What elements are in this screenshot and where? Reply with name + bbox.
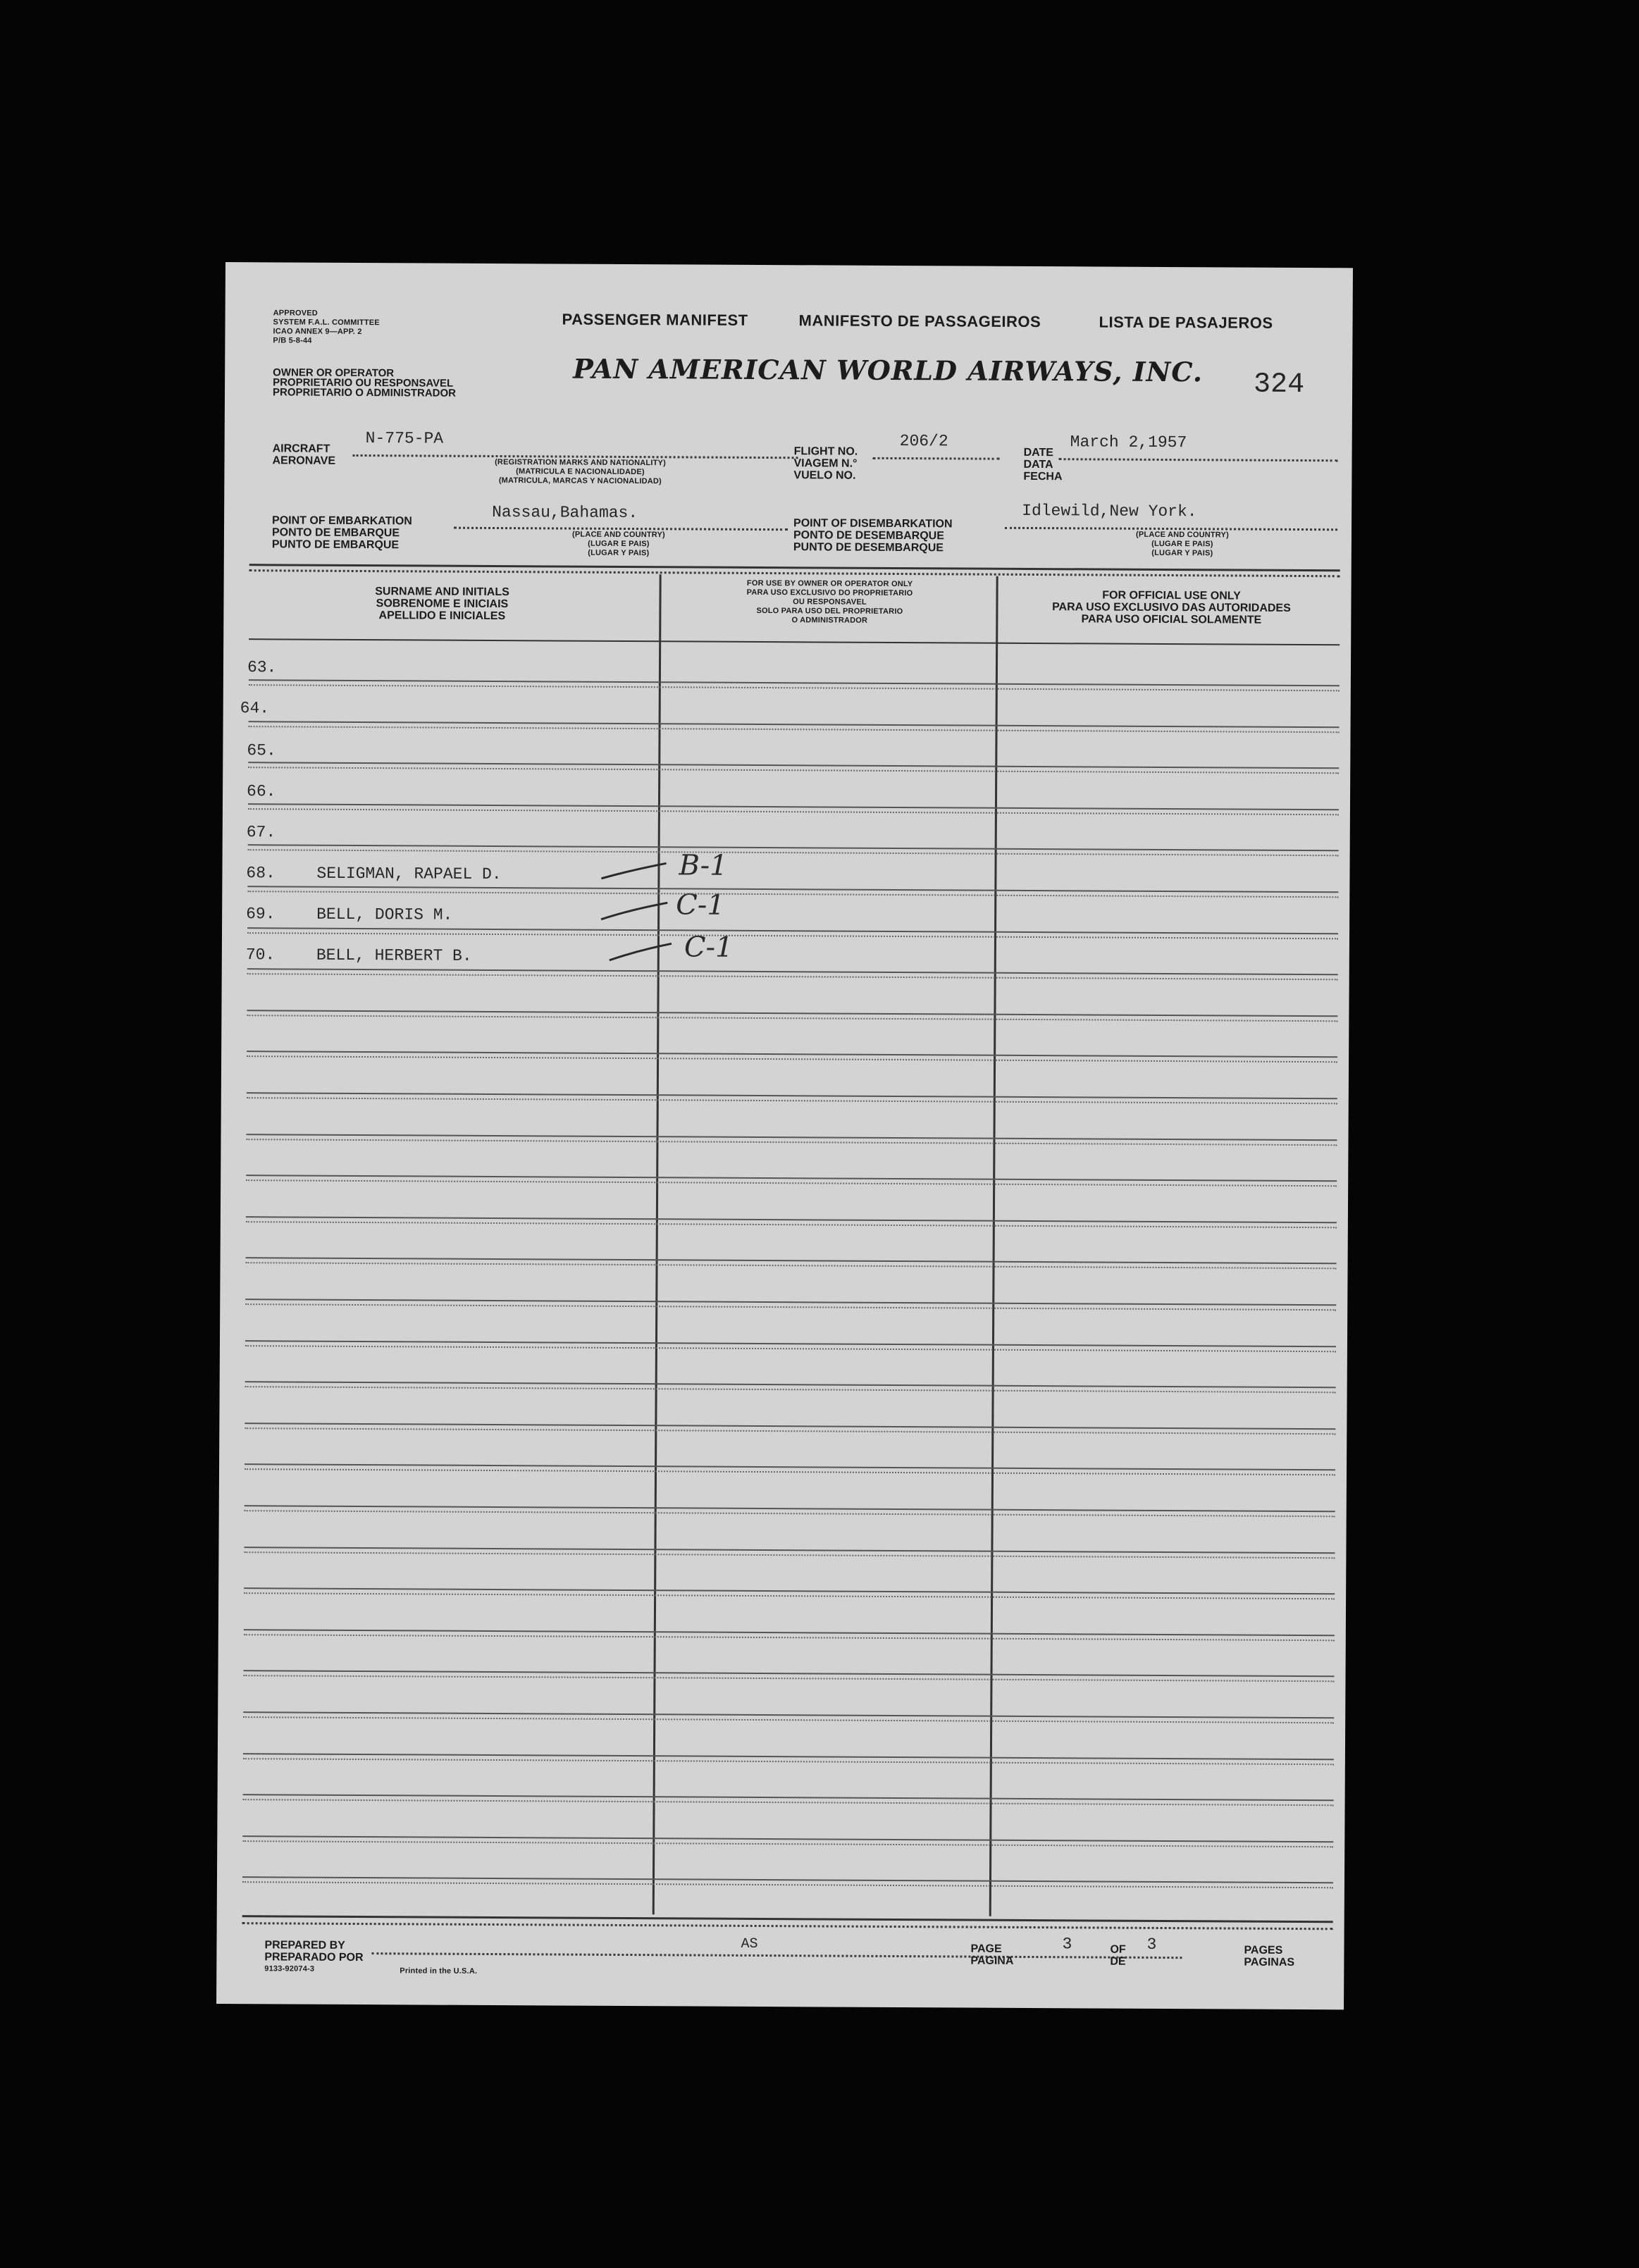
col2-header-line: OU RESPONSAVEL (793, 597, 867, 607)
flight-label: VUELO NO. (793, 469, 856, 482)
row-number: 70. (245, 946, 276, 965)
seat-mark: C-1 (676, 888, 725, 922)
page-labels (970, 1943, 1013, 1967)
passenger-name: BELL, DORIS M. (316, 905, 453, 924)
col2-header-line: O ADMINISTRADOR (791, 616, 868, 625)
prepared-value: AS (741, 1935, 758, 1952)
disembark-sublabels (1098, 530, 1267, 558)
date-value: March 2,1957 (1070, 433, 1187, 452)
aircraft-sublabel: (REGISTRATION MARKS AND NATIONALITY) (495, 458, 666, 468)
owner-label: PROPRIETARIO O ADMINISTRADOR (272, 386, 457, 399)
prepared-label: PREPARED BY (264, 1939, 345, 1952)
operator-name: PAN AMERICAN WORLD AIRWAYS, INC. (573, 352, 1204, 388)
col3-header-line: FOR OFFICIAL USE ONLY (1102, 589, 1241, 602)
form-code: 9133-92074-3 (264, 1964, 315, 1973)
row-number: 64. (240, 699, 270, 718)
disembark-labels (793, 517, 953, 554)
manifest-paper (216, 262, 1353, 2009)
embark-sublabel: (LUGAR E PAIS) (588, 539, 650, 549)
date-labels (1023, 447, 1062, 483)
col2-header-line: SOLO PARA USO DEL PROPRIETARIO (756, 606, 903, 616)
col1-header-line: SURNAME AND INITIALS (375, 585, 509, 599)
ruled-lines (225, 262, 1353, 268)
embark-value: Nassau,Bahamas. (492, 502, 638, 523)
pages-label: PAGINAS (1244, 1956, 1295, 1969)
owner-label: OWNER OR OPERATOR (273, 366, 395, 380)
aircraft-value: N-775-PA (365, 429, 444, 448)
seat-mark: C-1 (684, 931, 734, 964)
disembark-value: Idlewild,New York. (1022, 501, 1197, 521)
page-label: PAGE (970, 1942, 1002, 1955)
col1-header-line: SOBRENOME E INICIAIS (376, 597, 509, 611)
title-spanish: LISTA DE PASAJEROS (1099, 313, 1273, 332)
disembark-sublabel: (LUGAR Y PAIS) (1151, 548, 1213, 558)
approval-line: SYSTEM F.A.L. COMMITTEE (273, 318, 380, 328)
of-label: DE (1110, 1955, 1126, 1968)
approval-block (273, 309, 380, 346)
row-number: 67. (246, 823, 276, 842)
col1-header (280, 585, 604, 622)
col2-header-line: PARA USO EXCLUSIVO DO PROPRIETARIO (746, 588, 913, 598)
disembark-sublabel: (LUGAR E PAIS) (1151, 539, 1213, 549)
embark-sublabel: (PLACE AND COUNTRY) (571, 530, 665, 540)
embark-label: PUNTO DE EMBARQUE (271, 538, 400, 552)
flight-line (873, 457, 1000, 460)
approval-line: ICAO ANNEX 9—APP. 2 (273, 327, 362, 337)
stamp-number: 324 (1253, 368, 1305, 402)
pages-label: PAGES (1244, 1944, 1283, 1957)
aircraft-sublabels (421, 457, 738, 486)
col1-header-line: APELLIDO E INICIALES (378, 609, 506, 623)
date-label: DATE (1023, 446, 1054, 459)
row-number: 63. (247, 658, 277, 677)
aircraft-label: AERONAVE (272, 454, 336, 467)
prepared-labels (264, 1939, 363, 1964)
embark-label: PONTO DE EMBARQUE (271, 526, 400, 540)
col3-header-line: PARA USO EXCLUSIVO DAS AUTORIDADES (1052, 601, 1291, 614)
date-line (1059, 458, 1338, 461)
embark-labels (272, 514, 412, 551)
aircraft-sublabel: (MATRICULA, MARCAS Y NACIONALIDAD) (498, 476, 662, 486)
table-bottom-rule (242, 1915, 1333, 1923)
aircraft-sublabel: (MATRICULA E NACIONALIDADE) (516, 467, 645, 477)
passenger-name: SELIGMAN, RAPAEL D. (316, 864, 502, 884)
of-value: 3 (1146, 1935, 1157, 1954)
title-english: PASSENGER MANIFEST (562, 310, 748, 329)
aircraft-labels (272, 442, 335, 466)
owner-labels (273, 368, 456, 398)
embark-sublabels (534, 530, 703, 558)
row-number: 69. (246, 905, 276, 924)
of-label: OF (1110, 1943, 1126, 1956)
header-bottom-rule (249, 638, 1340, 645)
table-bottom-dots (242, 1922, 1333, 1930)
flight-value: 206/2 (899, 432, 948, 451)
aircraft-label: AIRCRAFT (272, 442, 330, 455)
col2-header-line: FOR USE BY OWNER OR OPERATOR ONLY (746, 578, 913, 589)
title-portuguese: MANIFESTO DE PASSAGEIROS (798, 311, 1041, 331)
col2-header (667, 578, 991, 626)
col3-header-line: PARA USO OFICIAL SOLAMENTE (1081, 613, 1262, 626)
disembark-label: POINT OF DISEMBARKATION (793, 517, 953, 531)
page-value: 3 (1062, 1935, 1072, 1954)
disembark-label: PUNTO DE DESEMBARQUE (793, 541, 944, 554)
flight-label: FLIGHT NO. (793, 445, 858, 458)
row-number: 65. (247, 741, 276, 760)
approval-line: APPROVED (273, 309, 318, 318)
embark-label: POINT OF EMBARKATION (272, 514, 412, 528)
printed-note: Printed in the U.S.A. (400, 1966, 478, 1976)
date-label: FECHA (1023, 470, 1063, 483)
seat-mark: B-1 (679, 849, 728, 882)
disembark-sublabel: (PLACE AND COUNTRY) (1135, 530, 1229, 540)
prepared-label: PREPARADO POR (264, 1951, 364, 1964)
embark-sublabel: (LUGAR Y PAIS) (588, 548, 650, 558)
row-number: 68. (246, 864, 276, 883)
disembark-label: PONTO DE DESEMBARQUE (793, 529, 944, 543)
owner-label: PROPRIETARIO OU RESPONSAVEL (273, 376, 454, 390)
of-labels (1110, 1944, 1125, 1968)
pages-labels (1244, 1945, 1294, 1969)
col3-header (1006, 589, 1337, 626)
approval-line: P/B 5-8-44 (273, 336, 312, 345)
prepared-line (371, 1952, 1182, 1959)
date-label: DATA (1023, 458, 1053, 471)
row-number: 66. (246, 782, 276, 801)
flight-labels (793, 445, 858, 481)
page-label: PAGINA (970, 1954, 1014, 1967)
passenger-name: BELL, HERBERT B. (316, 946, 472, 965)
flight-label: VIAGEM N.° (793, 457, 858, 470)
